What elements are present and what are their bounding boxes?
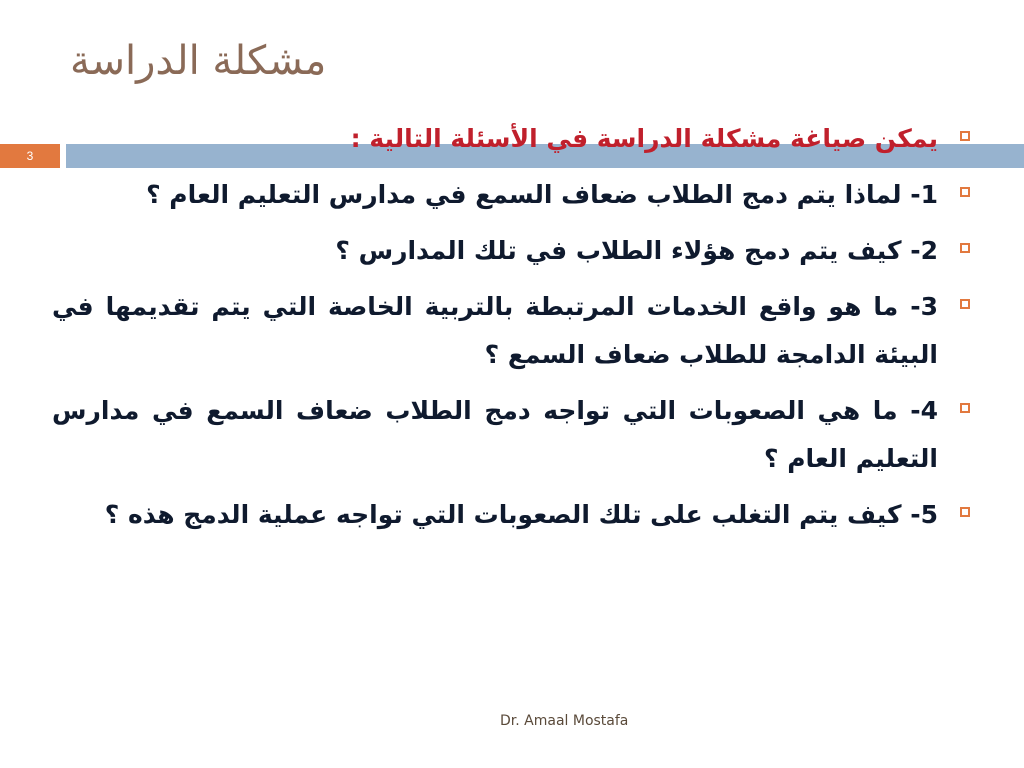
footer-author: Dr. Amaal Mostafa — [500, 713, 629, 729]
slide-title: مشكلة الدراسة — [70, 38, 327, 84]
square-bullet-icon — [960, 187, 970, 197]
bullet-text: 5- كيف يتم التغلب على تلك الصعوبات التي تواجه عملية الدمج هذه ؟ — [104, 500, 938, 529]
bullet-list — [52, 115, 938, 547]
list-item — [52, 115, 938, 163]
bullet-text: 2- كيف يتم دمج هؤلاء الطلاب في تلك المدارس ؟ — [335, 236, 938, 265]
square-bullet-icon — [960, 131, 970, 141]
list-item — [52, 171, 938, 219]
list-item — [52, 283, 938, 379]
list-item — [52, 227, 938, 275]
square-bullet-icon — [960, 243, 970, 253]
bullet-text: 3- ما هو واقع الخدمات المرتبطة بالتربية الخاصة التي يتم تقديمها في البيئة الدامجة للطلاب ضعاف السمع ؟ — [52, 292, 938, 369]
slide-number: 3 — [0, 144, 60, 168]
list-item — [52, 491, 938, 539]
list-item — [52, 387, 938, 483]
square-bullet-icon — [960, 403, 970, 413]
bullet-text: يمكن صياغة مشكلة الدراسة في الأسئلة التالية : — [350, 124, 938, 153]
bullet-text: 4- ما هي الصعوبات التي تواجه دمج الطلاب ضعاف السمع في مدارس التعليم العام ؟ — [52, 396, 938, 473]
square-bullet-icon — [960, 507, 970, 517]
square-bullet-icon — [960, 299, 970, 309]
bullet-text: 1- لماذا يتم دمج الطلاب ضعاف السمع في مدارس التعليم العام ؟ — [146, 180, 938, 209]
